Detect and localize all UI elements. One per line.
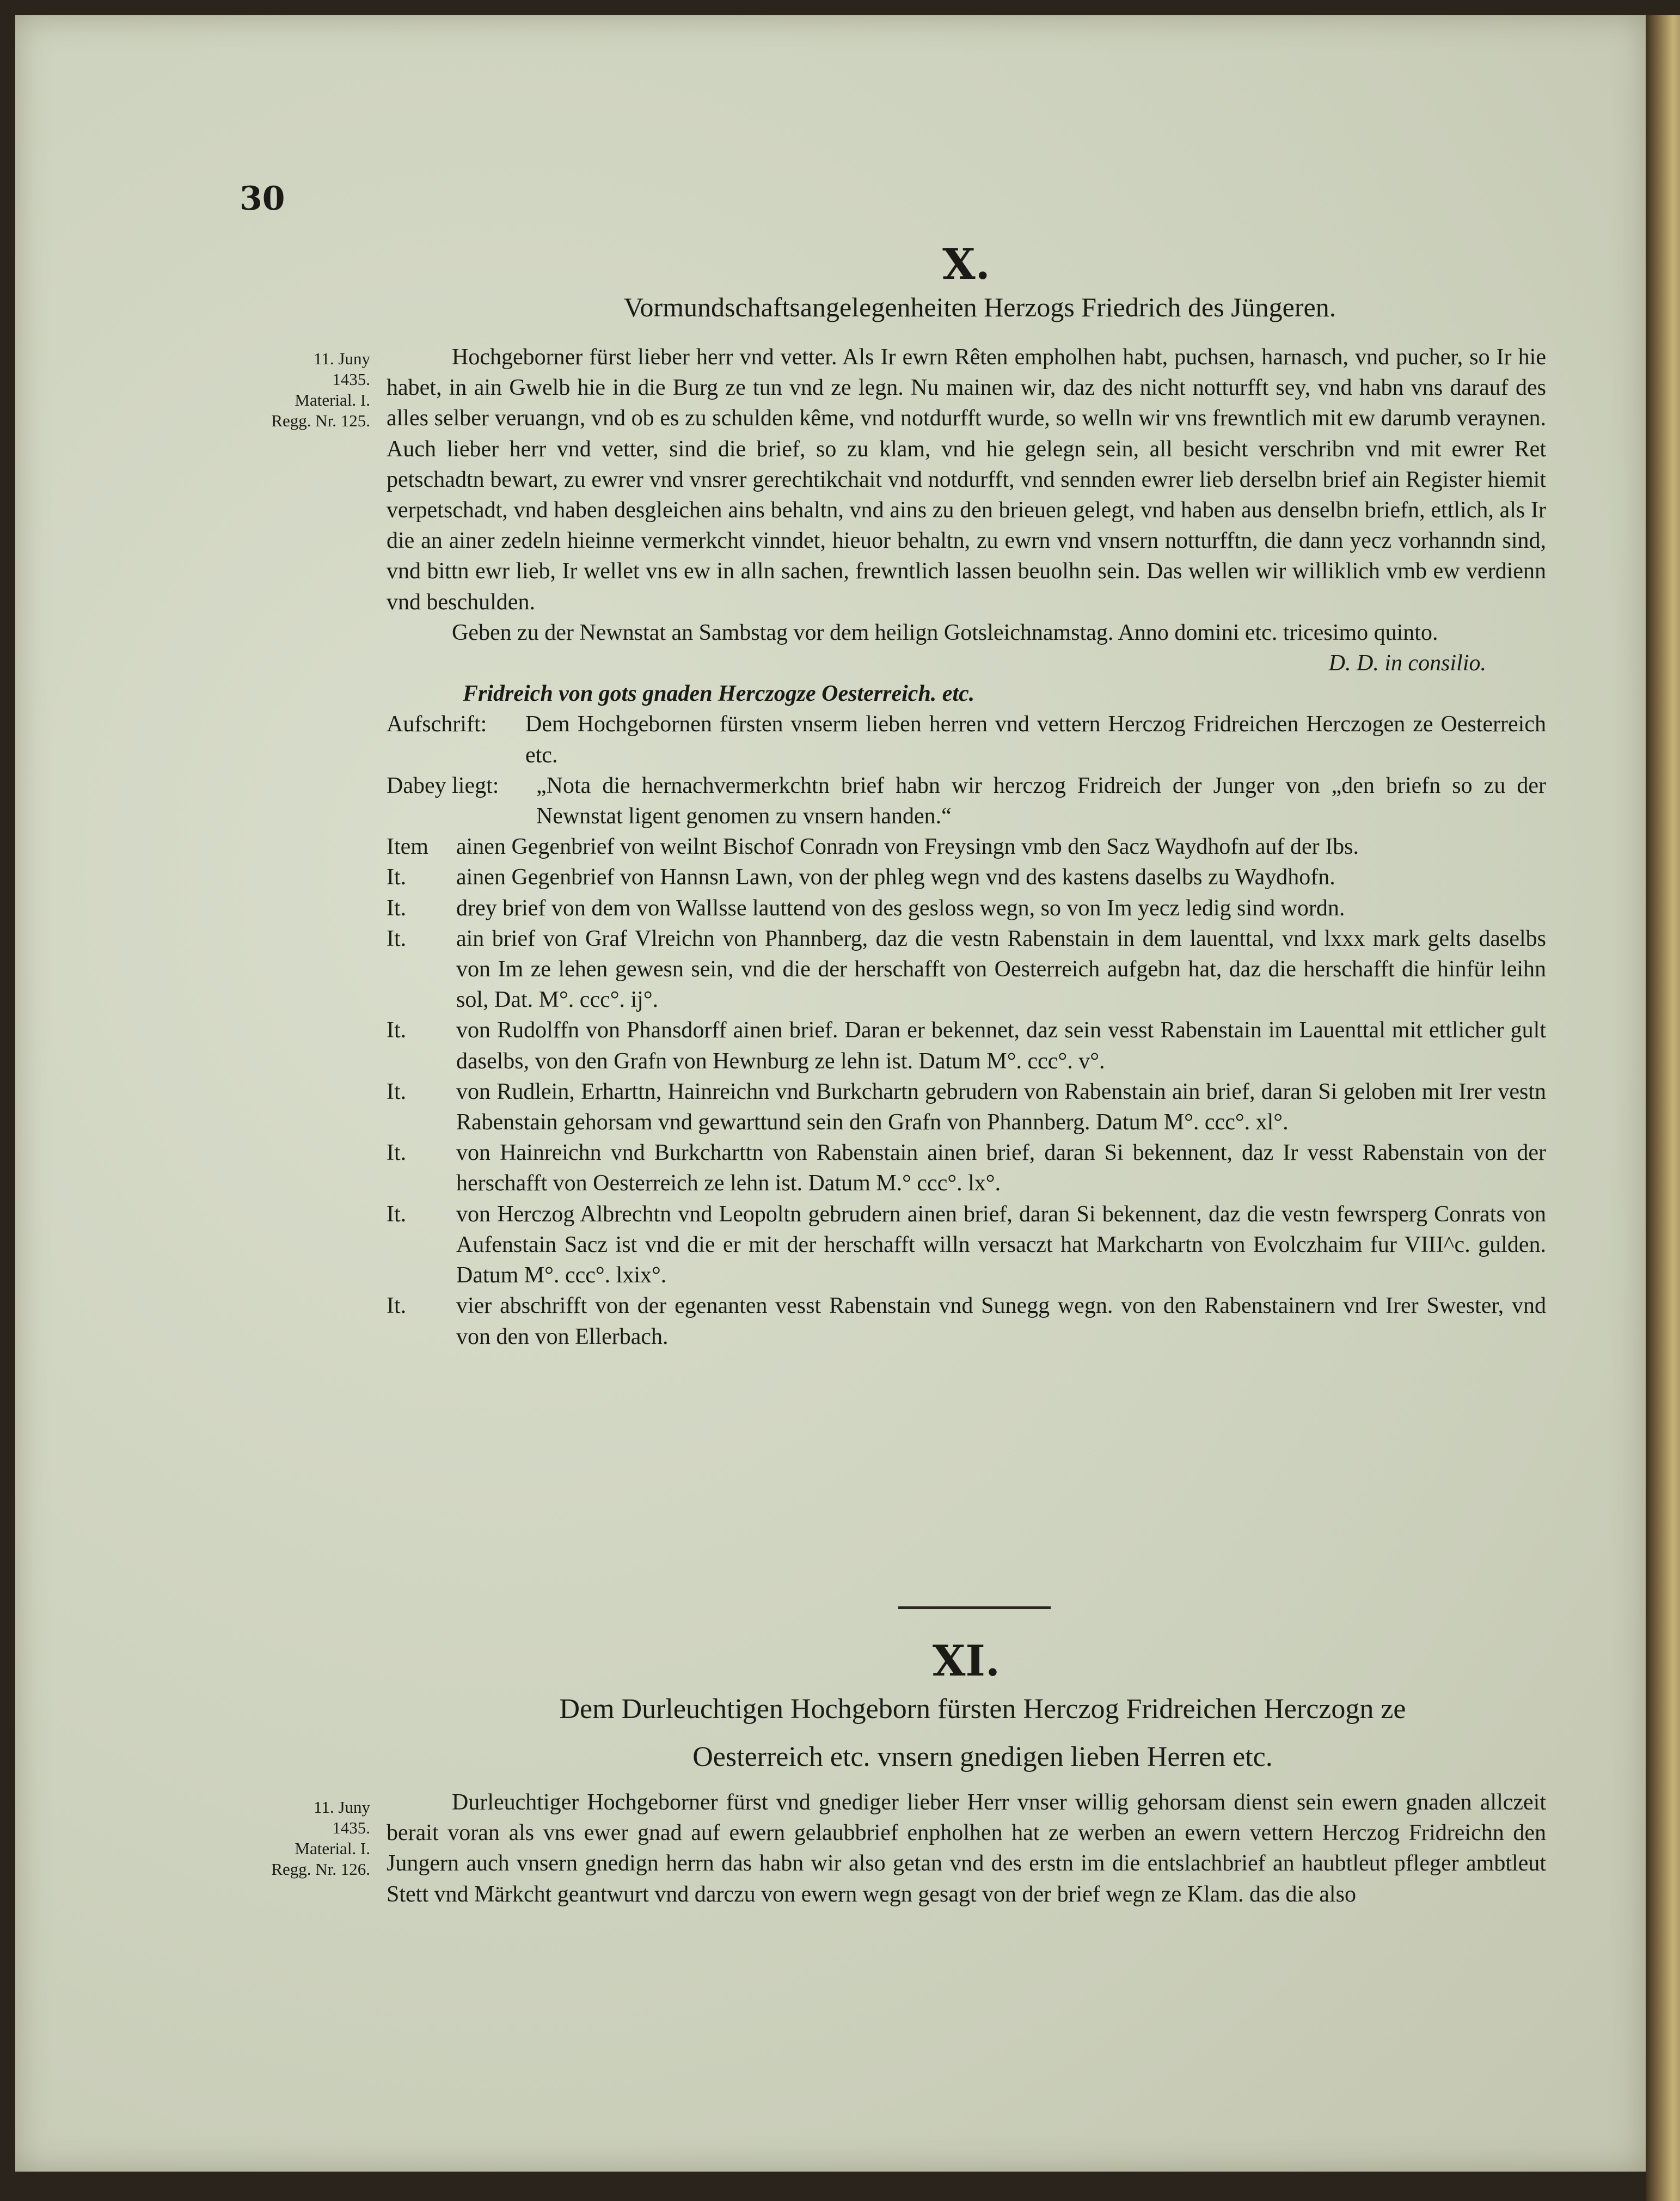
list-item-label: It.	[387, 1140, 407, 1166]
list-item-label: It.	[387, 1201, 407, 1227]
list-item-text: ainen Gegenbrief von Hannsn Lawn, von der phleg wegn vnd des kastens daselbs zu Waydhofn.	[456, 865, 1335, 890]
section-xi-title-line2: Oesterreich etc. vnsern gnedigen lieben Herren etc.	[692, 1741, 1273, 1772]
list-item	[387, 862, 1546, 892]
section-xi-body	[387, 1787, 1546, 1910]
list-item-text: von Herczog Albrechtn vnd Leopoltn gebrudern ainen brief, daran Si bekennent, daz die vestn fewrsperg Conrats von Aufenstain Sacz ist vnd die er mit der herschafft willn versaczt hat Markchartn von Evolczhaim fur VIII^c. gulden. Datum M°. ccc°. lxix°.	[456, 1201, 1546, 1288]
margin-regg: Regg. Nr. 126.	[271, 1860, 370, 1879]
list-item-text: vier abschrifft von der egenanten vesst Rabenstain vnd Sunegg wegn. von den Rabenstainern vnd Irer Swester, vnd von den von Ellerbach.	[456, 1293, 1546, 1349]
margin-date: 11. Juny	[314, 1798, 370, 1817]
margin-year: 1435.	[332, 370, 370, 389]
section-x-title: Vormundschaftsangelegenheiten Herzogs Friedrich des Jüngeren.	[623, 292, 1336, 322]
item-entry	[387, 832, 1546, 862]
list-item-label: It.	[387, 1293, 407, 1319]
list-item	[387, 924, 1546, 1016]
list-item-label: It.	[387, 895, 407, 921]
list-item-text: ain brief von Graf Vlreichn von Phannberg, daz die vestn Rabenstain in dem lauenttal, vnd lxxx mark gelts daselbs von Im ze lehen gewesn sein, vnd die der herschafft von Oesterreich aufgebn hat, daz die herschafft die hinfür leihn sol, Dat. M°. ccc°. ij°.	[456, 926, 1546, 1013]
book-spine-edge	[1646, 15, 1680, 2201]
section-divider	[898, 1606, 1051, 1609]
letter-paragraph: Hochgeborner fürst lieber herr vnd vetter. Als Ir ewrn Rêten empholhen habt, puchsen, harnasch, vnd pucher, so Ir hie habet, in ain Gwelb hie in die Burg ze tun vnd ze legn. Nu mainen wir, daz des nicht notturfft sey, vnd habn vns darauf des alles selber veruangn, vnd ob es zu schulden kême, vnd notdurfft wurde, so welln wir vns frewntlich mit ew darumb veraynen. Auch lieber herr vnd vetter, sind die brief, so zu klam, vnd hie gelegn sein, all besicht verschribn vnd mit ewrer Ret petschadtn bewart, zu ewrer vnd vnsrer gerechtikchait vnd notdurfft, vnd sennden ewrer lieb derselbn brief ain Register hiemit verpetschadt, vnd haben desgleichen ains behaltn, vnd ains zu den brieuen gelegt, vnd haben aus denselbn briefn, ettlich, als Ir die an ainer zedeln hieinne vermerkcht vinndet, hieuor behaltn, zu ewrn vnd vnsern notturfftn, die dann yecz vorhanndn sind, vnd bittn ewr lieb, Ir wellet vns ew in alln sachen, frewntlich lassen beuolhn sein. Das wellen wir williklich vmb ew verdienn vnd beschulden.	[387, 345, 1546, 615]
list-item-text: drey brief von dem von Wallsse lauttend von des gesloss wegn, so von Im yecz ledig sind wordn.	[456, 895, 1345, 921]
list-item	[387, 1138, 1546, 1199]
margin-year: 1435.	[332, 1818, 370, 1837]
list-item	[387, 1015, 1546, 1076]
signature-name: Fridreich von gots gnaden Herczogze Oesterreich. etc.	[463, 681, 975, 707]
page-number: 30	[240, 180, 285, 218]
list-item-label: It.	[387, 865, 407, 890]
list-item-label: It.	[387, 1018, 407, 1043]
margin-regg: Regg. Nr. 125.	[271, 411, 370, 430]
dabey-entry	[387, 771, 1546, 832]
list-item	[387, 893, 1546, 924]
section-xi-title-line1: Dem Durleuchtigen Hochgeborn fürsten Herczog Fridreichen Herczogn ze	[559, 1693, 1406, 1725]
item-label: Item	[387, 834, 428, 860]
list-item-text: von Rudolffn von Phansdorff ainen brief. Daran er bekennet, daz sein vesst Rabenstain im Lauenttal mit ettlicher gult daselbs, von den Grafn von Hewnburg ze lehn ist. Datum M°. ccc°. v°.	[456, 1018, 1546, 1074]
margin-material: Material. I.	[295, 1839, 370, 1858]
list-item-label: It.	[387, 1079, 407, 1104]
section-xi-margin-note	[218, 1797, 370, 1880]
section-x-margin-note	[218, 349, 370, 431]
aufschrift-text: Dem Hochgebornen fürsten vnserm lieben herren vnd vettern Herczog Fridreichen Herczogen ze Oesterreich etc.	[525, 712, 1546, 768]
aufschrift-entry	[387, 709, 1546, 770]
list-item	[387, 1199, 1546, 1291]
item-text: ainen Gegenbrief von weilnt Bischof Conradn von Freysingn vmb den Sacz Waydhofn auf der Ibs.	[456, 834, 1359, 860]
margin-material: Material. I.	[295, 390, 370, 409]
dating-paragraph: Geben zu der Newnstat an Sambstag vor dem heilign Gotsleichnamstag. Anno domini etc. tricesimo quinto.	[452, 620, 1438, 645]
section-xi-title	[403, 1685, 1562, 1781]
letter-paragraph: Durleuchtiger Hochgeborner fürst vnd gnediger lieber Herr vnser willig gehorsam dienst sein ewern gnaden allczeit berait voran als vns ewer gnad auf ewern gelaubbrief enpholhen hat ze werben an ewern vettern Herczog Fridreichn den Jungern auch vnsern gnedign herrn das habn wir also getan vnd des erstn im die entslachbrief an haubtleut pfleger ambtleut Stett vnd Märkcht geantwurt vnd darczu von ewern wegn gesagt von der brief wegn ze Klam. das die also	[387, 1790, 1546, 1907]
list-item-label: It.	[387, 926, 407, 951]
aufschrift-label: Aufschrift:	[387, 712, 487, 737]
section-x-body	[387, 342, 1546, 1352]
list-item	[387, 1291, 1546, 1352]
margin-date: 11. Juny	[314, 349, 370, 368]
section-xi-numeral: XI.	[932, 1636, 1001, 1686]
list-item-text: von Rudlein, Erharttn, Hainreichn vnd Burkchartn gebrudern von Rabenstain ain brief, daran Si geloben mit Irer vestn Rabenstain gehorsam vnd gewarttund sein den Grafn von Phannberg. Datum M°. ccc°. xl°.	[456, 1079, 1546, 1135]
section-x-numeral: X.	[942, 240, 990, 289]
list-item	[387, 1077, 1546, 1138]
list-item-text: von Hainreichn vnd Burkcharttn von Rabenstain ainen brief, daran Si bekennent, daz Ir vesst Rabenstain von der herschafft von Oesterreich ze lehn ist. Datum M.° ccc°. lx°.	[456, 1140, 1546, 1196]
signature-consilio: D. D. in consilio.	[1328, 651, 1486, 676]
dabey-label: Dabey liegt:	[387, 773, 499, 798]
dabey-text: „Nota die hernachvermerkchtn brief habn wir herczog Fridreich der Junger von „den briefn so zu der Newnstat ligent genomen zu vnsern handen.“	[536, 773, 1546, 829]
